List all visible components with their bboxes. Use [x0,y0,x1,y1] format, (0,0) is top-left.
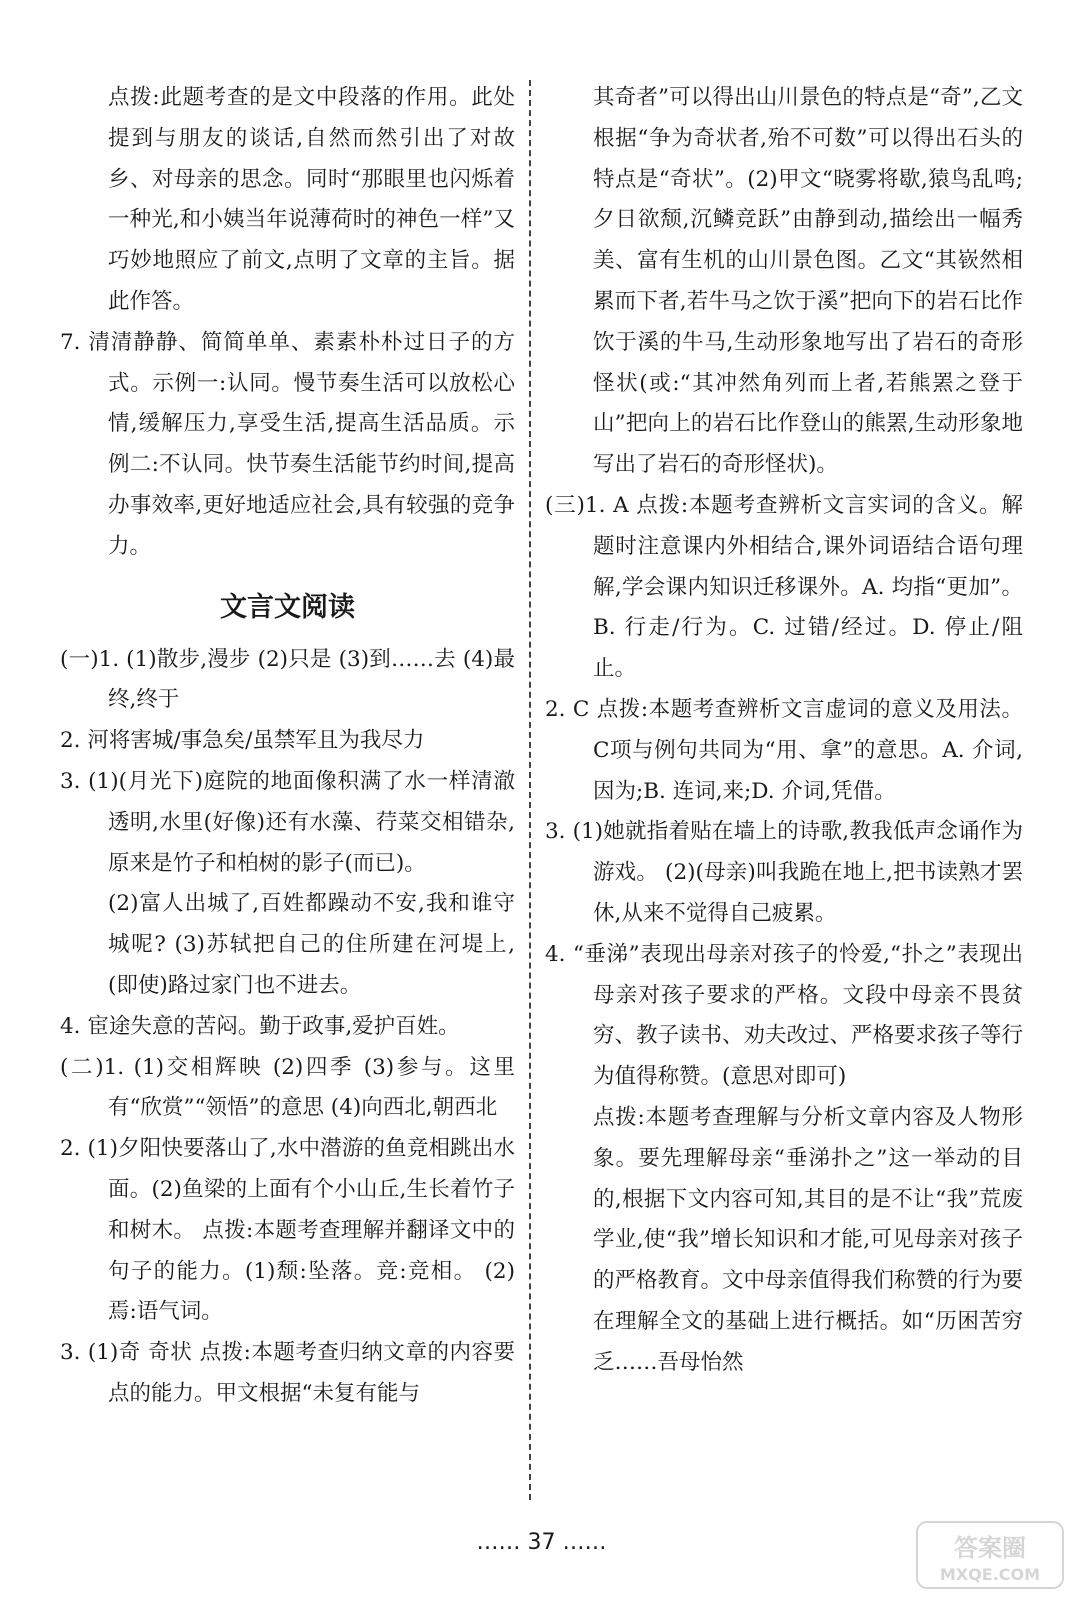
s3-answer-2: 2. C 点拨:本题考查辨析文言虚词的意义及用法。C项与例句共同为“用、拿”的意思。A. 介词,因为;B. 连词,来;D. 介词,凭借。 [545,696,1023,804]
watermark-logo [915,1520,1065,1590]
svg-text:MXQE.COM: MXQE.COM [939,1565,1041,1584]
s1-answer-3a: 3. (1)(月光下)庭院的地面像积满了水一样清澈透明,水里(好像)还有水藻、荇菜交相错杂,原来是竹子和柏树的影子(而已)。 [60,768,515,876]
s1-answer-3b: (2)富人出城了,百姓都躁动不安,我和谁守城呢? (3)苏轼把自己的住所建在河堤上,(即使)路过家门也不进去。 [108,891,515,998]
s1-answer-4: 4. 宦途失意的苦闷。勤于政事,爱护百姓。 [60,1013,460,1039]
s1-answer-1: (一)1. (1)散步,漫步 (2)只是 (3)到……去 (4)最终,终于 [60,646,515,713]
answer-7: 7. 清清静静、简简单单、素素朴朴过日子的方式。示例一:认同。慢节奏生活可以放松心情,缓解压力,享受生活,提高生活品质。示例二:不认同。快节奏生活能节约时间,提高办事效率,更好地适应社会,具有较强的竞争力。 [60,329,515,559]
s3-answer-1: (三)1. A 点拨:本题考查辨析文言实词的含义。解题时注意课内外相结合,课外词语结合语句理解,学会课内知识迁移课外。A. 均指“更加”。B. 行走/行为。C. 过错/经过。D. 停止/阻止。 [545,492,1023,682]
right-column [545,78,1023,1384]
s3-answer-3: 3. (1)她就指着贴在墙上的诗歌,教我低声念诵作为游戏。 (2)(母亲)叫我跪在地上,把书读熟才罢休,从来不觉得自己疲累。 [545,819,1023,926]
s2-answer-1: (二)1. (1)交相辉映 (2)四季 (3)参与。这里有“欣赏”“领悟”的意思 (4)向西北,朝西北 [60,1054,515,1121]
left-column [60,78,515,1415]
continued-answer: 其奇者”可以得出山川景色的特点是“奇”,乙文根据“争为奇状者,殆不可数”可以得出石头的特点是“奇状”。(2)甲文“晓雾将歇,猿鸟乱鸣;夕日欲颓,沉鳞竞跃”由静到动,描绘出一幅秀美、富有生机的山川景色图。乙文“其嵚然相累而下者,若牛马之饮于溪”把向下的岩石比作饮于溪的牛马,生动形象地写出了岩石的奇形怪状(或:“其冲然角列而上者,若熊罴之登于山”把向上的岩石比作登山的熊罴,生动形象地写出了岩石的奇形怪状)。 [593,85,1023,478]
column-divider [529,80,531,1500]
section-title: 文言文阅读 [220,591,355,623]
s3-answer-4-tip: 点拨:本题考查理解与分析文章内容及人物形象。要先理解母亲“垂涕扑之”这一举动的目的,根据下文内容可知,其目的是不让“我”荒废学业,使“我”增长知识和才能,可见母亲对孩子的严格教育。文中母亲值得我们称赞的行为要在理解全文的基础上进行概括。如“历困苦穷乏……吾母怡然 [593,1104,1024,1375]
s2-answer-2: 2. (1)夕阳快要落山了,水中潜游的鱼竞相跳出水面。(2)鱼梁的上面有个小山丘,生长着竹子和树木。 点拨:本题考查理解并翻译文中的句子的能力。(1)颓:坠落。竞:竞相。 (2)焉:语气词。 [60,1136,515,1325]
s2-answer-3: 3. (1)奇 奇状 点拨:本题考查归纳文章的内容要点的能力。甲文根据“未复有能与 [60,1340,515,1406]
tip-paragraph: 点拨:此题考查的是文中段落的作用。此处提到与朋友的谈话,自然而然引出了对故乡、对母亲的思念。同时“那眼里也闪烁着一种光,和小姨当年说薄荷时的神色一样”又巧妙地照应了前文,点明了文章的主旨。据此作答。 [108,85,515,314]
s1-answer-2: 2. 河将害城/事急矣/虽禁军且为我尽力 [60,728,425,754]
s3-answer-4: 4. “垂涕”表现出母亲对孩子的怜爱,“扑之”表现出母亲对孩子要求的严格。文段中母亲不畏贫穷、教子读书、劝夫改过、严格要求孩子等行为值得称赞。(意思对即可) [545,941,1024,1090]
page-number: …… 37 …… [476,1530,607,1555]
svg-text:答案圈: 答案圈 [954,1534,1026,1562]
